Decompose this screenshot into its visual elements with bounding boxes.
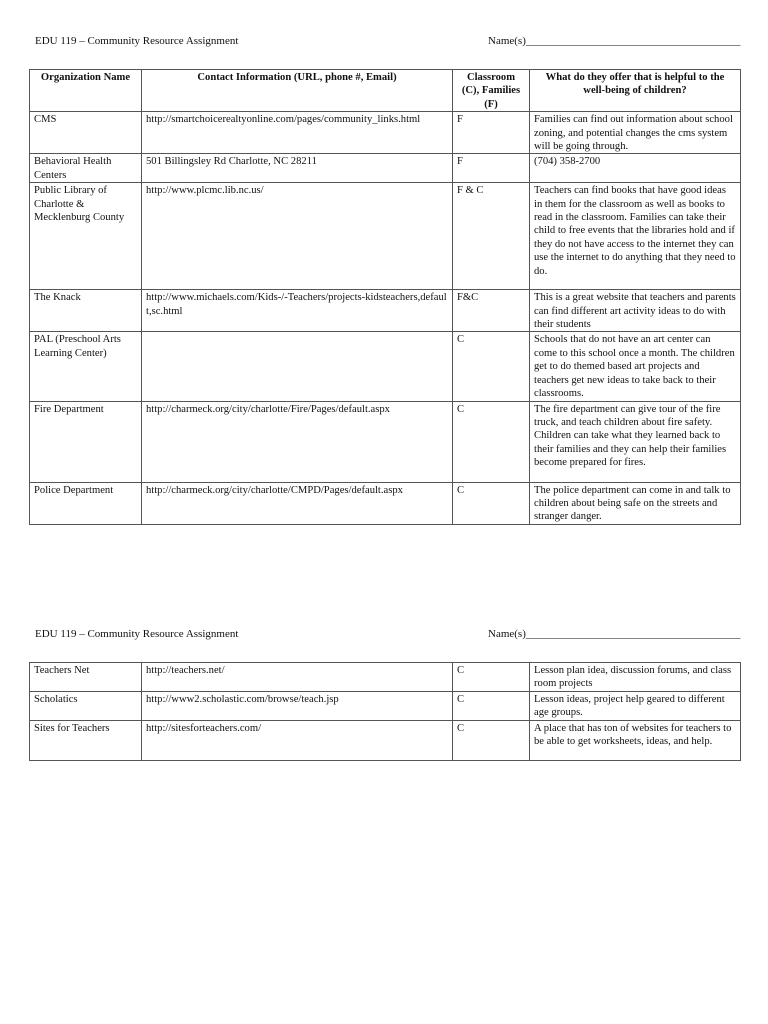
header-org: Organization Name: [30, 70, 142, 112]
audience: C: [453, 332, 530, 401]
contact-info: http://teachers.net/: [142, 663, 453, 692]
offer: Schools that do not have an art center can come to this school once a month. The children get to do themed based art projects and teachers get new ideas to take back to their classrooms.: [530, 332, 741, 401]
page-header: [35, 35, 741, 51]
table-row: [30, 691, 741, 720]
table-row: [30, 720, 741, 760]
audience: F: [453, 112, 530, 154]
assignment-title: EDU 119 – Community Resource Assignment: [35, 35, 239, 47]
offer: Teachers can find books that have good ideas in them for the classroom as well as books to read in the classroom. Families can take their child to free events that the libraries hold and if they do not have access to the internet they can use the internet to do anything that they need to do.: [530, 183, 741, 290]
table-row: [30, 183, 741, 290]
contact-info: http://smartchoicerealtyonline.com/pages/community_links.html: [142, 112, 453, 154]
offer: Lesson ideas, project help geared to different age groups.: [530, 691, 741, 720]
org-name: Behavioral Health Centers: [30, 154, 142, 183]
audience: C: [453, 401, 530, 482]
table-row: [30, 401, 741, 482]
offer: The fire department can give tour of the fire truck, and teach children about fire safety. Children can take what they learned back to their families and they can help their families become prepared for fires.: [530, 401, 741, 482]
names-blank: _______________________________________: [525, 628, 741, 640]
audience: C: [453, 663, 530, 692]
contact-info: http://www.michaels.com/Kids-/-Teachers/projects-kidsteachers,default,sc.html: [142, 290, 453, 332]
header-contact: Contact Information (URL, phone #, Email): [142, 70, 453, 112]
contact-info: [142, 332, 453, 401]
audience: F: [453, 154, 530, 183]
org-name: Public Library of Charlotte & Mecklenburg County: [30, 183, 142, 290]
org-name: Sites for Teachers: [30, 720, 142, 760]
table-row: [30, 482, 741, 524]
names-label: Name(s): [488, 35, 526, 47]
contact-info: http://charmeck.org/city/charlotte/CMPD/Pages/default.aspx: [142, 482, 453, 524]
offer: The police department can come in and talk to children about being safe on the streets and stranger danger.: [530, 482, 741, 524]
names-blank: _______________________________________: [525, 35, 741, 47]
contact-info: http://www.plcmc.lib.nc.us/: [142, 183, 453, 290]
names-field: [488, 35, 740, 48]
offer: Lesson plan idea, discussion forums, and class room projects: [530, 663, 741, 692]
offer: Families can find out information about school zoning, and potential changes the cms system will be going through.: [530, 112, 741, 154]
org-name: PAL (Preschool Arts Learning Center): [30, 332, 142, 401]
offer: A place that has ton of websites for teachers to be able to get worksheets, ideas, and help.: [530, 720, 741, 760]
page-header-2: [35, 628, 741, 644]
audience: C: [453, 691, 530, 720]
org-name: Teachers Net: [30, 663, 142, 692]
contact-info: http://charmeck.org/city/charlotte/Fire/Pages/default.aspx: [142, 401, 453, 482]
offer: (704) 358-2700: [530, 154, 741, 183]
org-name: CMS: [30, 112, 142, 154]
names-label: Name(s): [488, 628, 526, 640]
contact-info: http://sitesforteachers.com/: [142, 720, 453, 760]
offer: This is a great website that teachers and parents can find different art activity ideas to do with their students: [530, 290, 741, 332]
table-header-row: [30, 70, 741, 112]
assignment-title: EDU 119 – Community Resource Assignment: [35, 628, 239, 640]
header-offer: What do they offer that is helpful to the well-being of children?: [530, 70, 741, 112]
audience: C: [453, 720, 530, 760]
contact-info: http://www2.scholastic.com/browse/teach.jsp: [142, 691, 453, 720]
names-field: [488, 628, 740, 641]
table-row: [30, 332, 741, 401]
org-name: Scholatics: [30, 691, 142, 720]
audience: C: [453, 482, 530, 524]
header-audience: Classroom (C), Families (F): [453, 70, 530, 112]
audience: F & C: [453, 183, 530, 290]
table-row: [30, 663, 741, 692]
org-name: The Knack: [30, 290, 142, 332]
resource-table: [29, 69, 741, 525]
audience: F&C: [453, 290, 530, 332]
table-row: [30, 290, 741, 332]
table-row: [30, 154, 741, 183]
org-name: Fire Department: [30, 401, 142, 482]
table-row: [30, 112, 741, 154]
org-name: Police Department: [30, 482, 142, 524]
contact-info: 501 Billingsley Rd Charlotte, NC 28211: [142, 154, 453, 183]
resource-table-2: [29, 662, 741, 761]
